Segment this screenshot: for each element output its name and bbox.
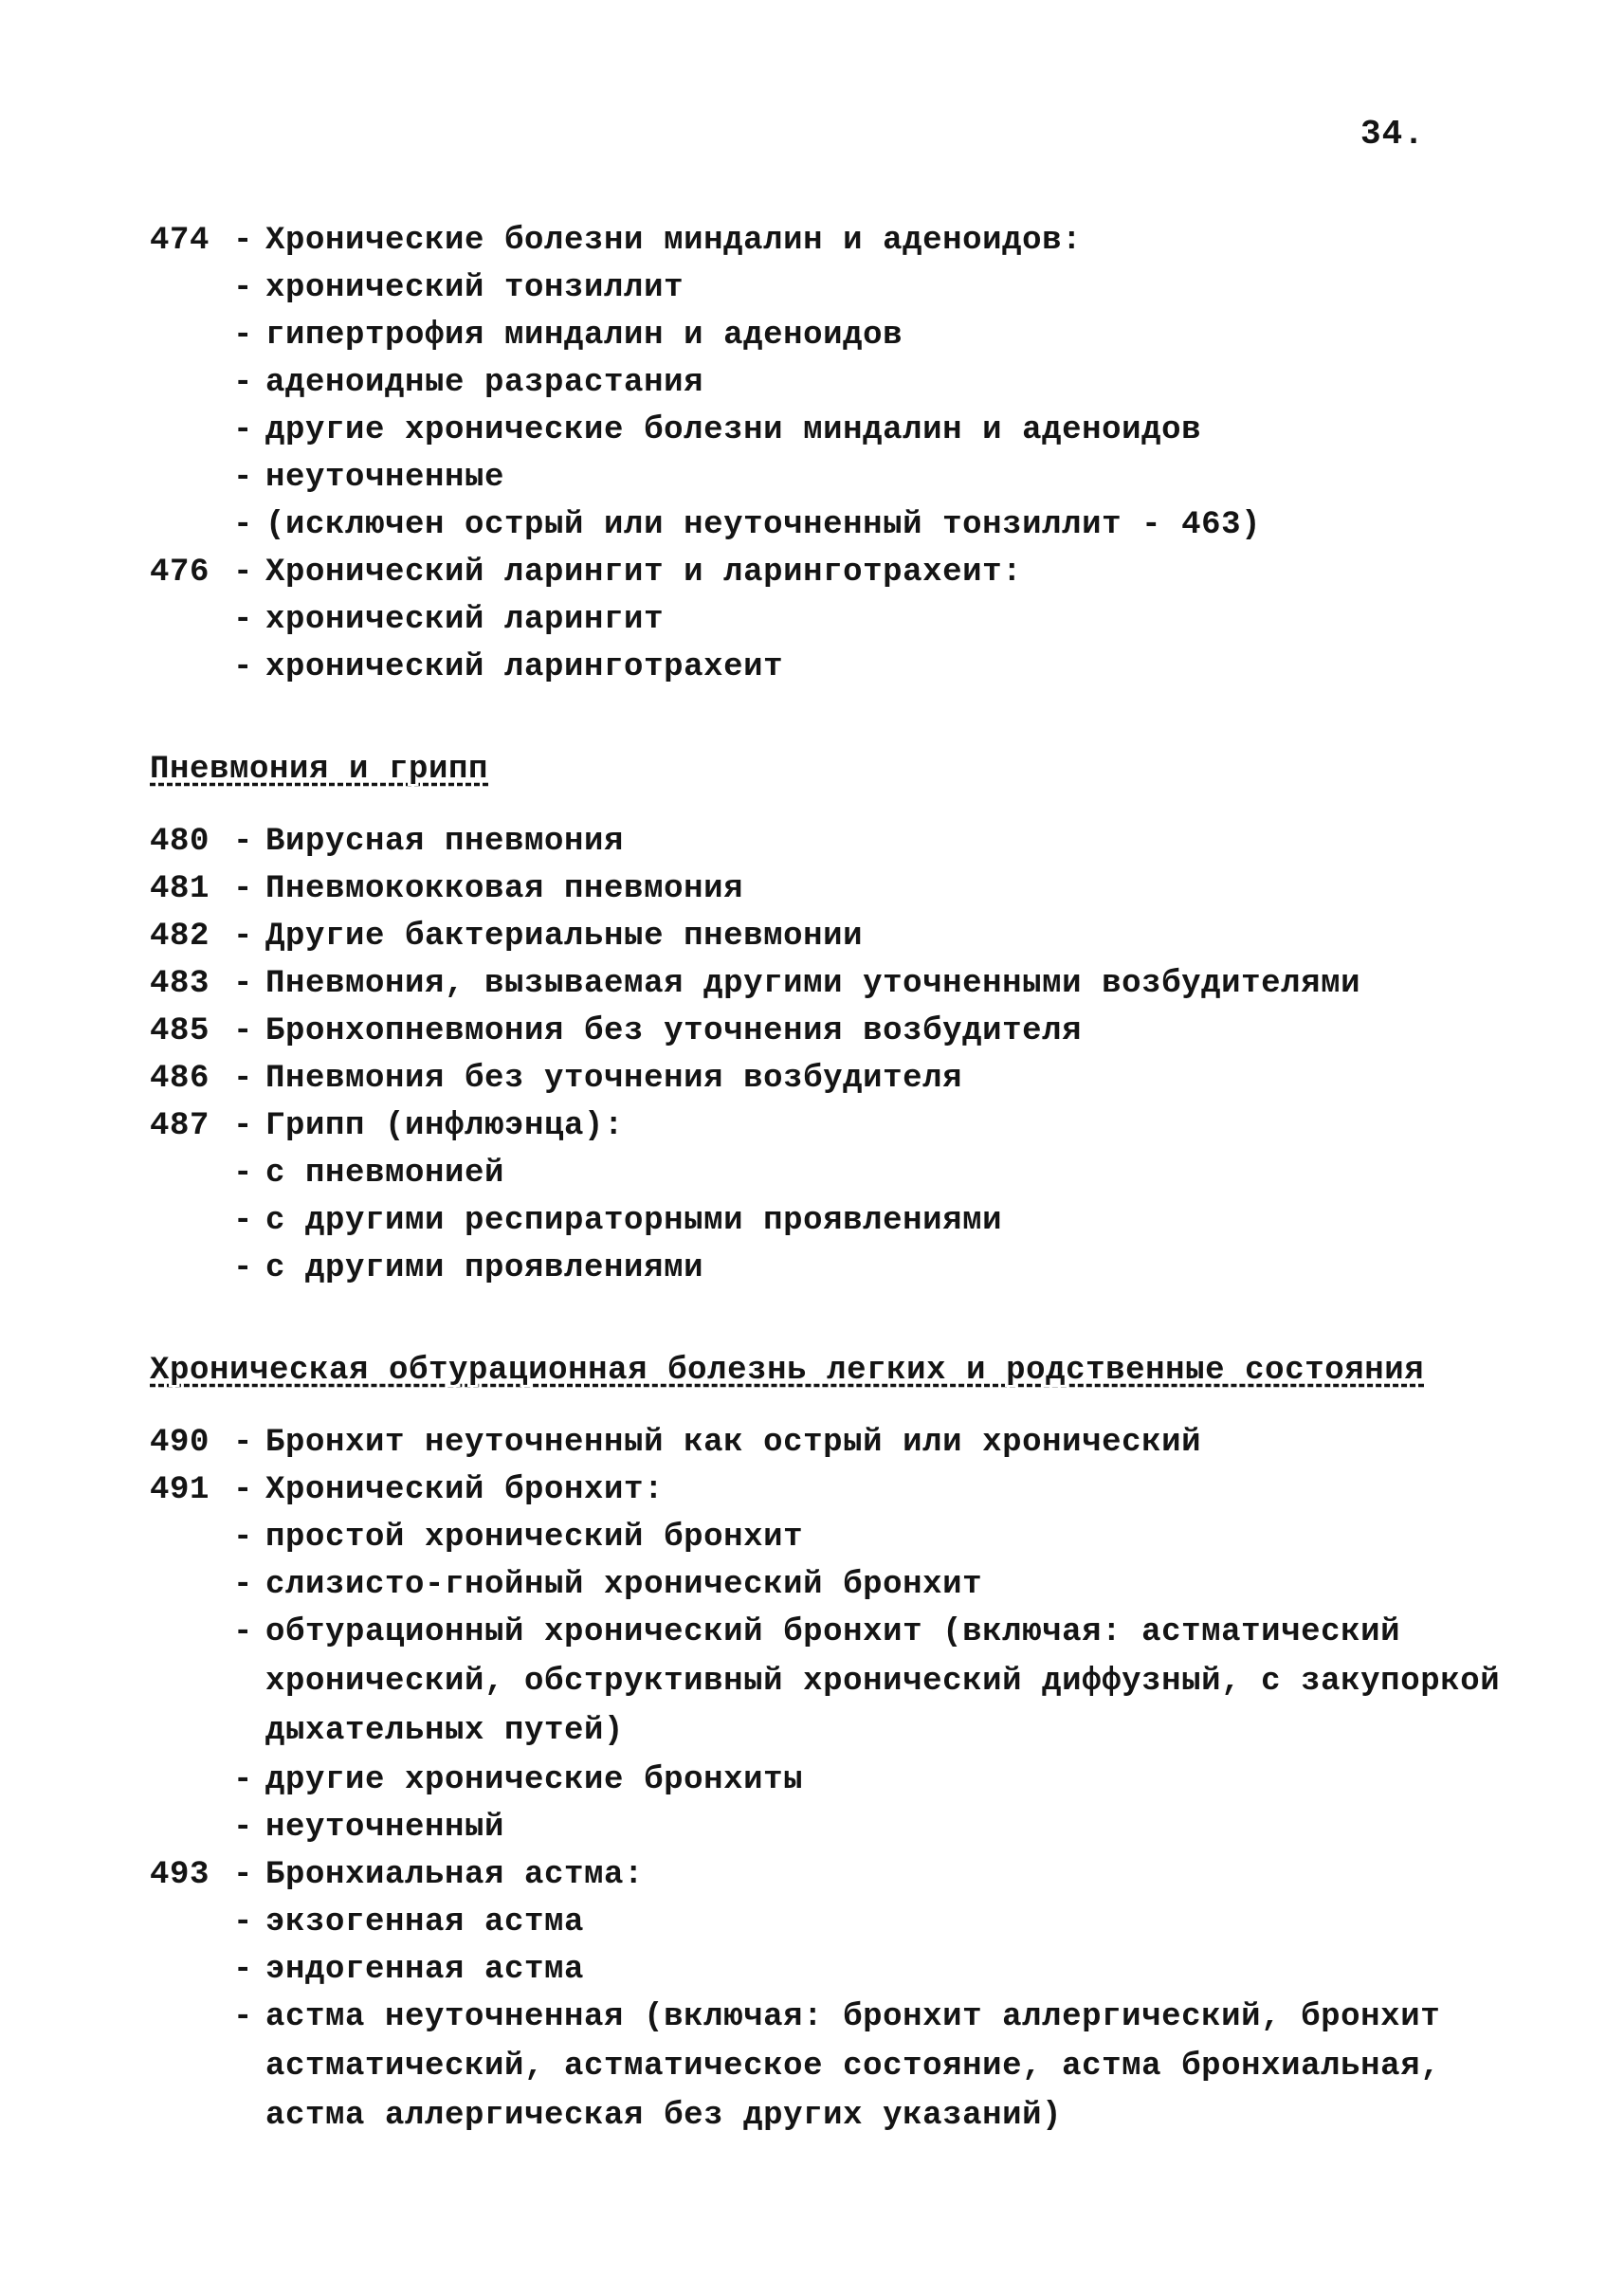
sub-item-text: эндогенная астма [265,1952,585,1988]
entry-486: 486 - Пневмония без уточнения возбудителя [150,1058,962,1100]
entry-code: 482 [150,919,210,955]
entry-code: 486 [150,1061,210,1097]
sub-item-text: хронический ларинготрахеит [265,649,784,685]
entry-code: 474 [150,223,210,259]
sub-item: - другие хронические болезни миндалин и аденоидов [233,412,1202,448]
entry-text: Пневмококковая пневмония [265,871,744,907]
section-heading-pneumonia: Пневмония и грипп [150,752,489,788]
sub-item: - гипертрофия миндалин и аденоидов [233,318,903,354]
entry-code: 493 [150,1857,210,1893]
entry-491: 491 - Хронический бронхит: [150,1469,664,1511]
page-number: 34. [1360,115,1425,154]
entry-474: 474 - Хронические болезни миндалин и аденоидов: [150,220,1082,262]
sub-item-continuation: астматический, астматическое состояние, астма бронхиальная, [265,2049,1441,2085]
sub-item: - обтурационный хронический бронхит (включая: астматический [233,1614,1401,1650]
entry-482: 482 - Другие бактериальные пневмонии [150,916,863,957]
sub-item-text: аденоидные разрастания [265,365,704,401]
sub-item-text: другие хронические болезни миндалин и аденоидов [265,412,1202,448]
entry-485: 485 - Бронхопневмония без уточнения возбудителя [150,1011,1082,1052]
sub-item: - слизисто-гнойный хронический бронхит [233,1567,983,1603]
sub-item-text: хронический тонзиллит [265,270,684,306]
sub-item-text: с пневмонией [265,1156,505,1192]
entry-text: Бронхиальная астма: [265,1857,645,1893]
sub-item-continuation: дыхательных путей) [265,1713,625,1749]
sub-item-text: другие хронические бронхиты [265,1762,804,1798]
entry-text: Хронический бронхит: [265,1472,665,1508]
sub-item: - (исключен острый или неуточненный тонзиллит - 463) [233,507,1262,543]
entry-code: 476 [150,555,210,591]
sub-item: - с другими респираторными проявлениями [233,1203,1003,1239]
entry-483: 483 - Пневмония, вызываемая другими уточненными возбудителями [150,963,1360,1005]
sub-item-text: неуточненный [265,1810,505,1846]
sub-item: - другие хронические бронхиты [233,1762,804,1798]
entry-code: 485 [150,1013,210,1049]
entry-code: 483 [150,966,210,1002]
entry-code: 490 [150,1425,210,1461]
entry-code: 491 [150,1472,210,1508]
entry-493: 493 - Бронхиальная астма: [150,1854,644,1896]
sub-item: - аденоидные разрастания [233,365,704,401]
sub-item: - астма неуточненная (включая: бронхит аллергический, бронхит [233,1999,1441,2035]
sub-item-text: (исключен острый или неуточненный тонзиллит - 463) [265,507,1262,543]
entry-text: Пневмония, вызываемая другими уточненными возбудителями [265,966,1361,1002]
sub-item: - хронический ларинготрахеит [233,649,784,685]
entry-476: 476 - Хронический ларингит и ларинготрахеит: [150,552,1022,593]
sub-item-continuation: астма аллергическая без других указаний) [265,2098,1063,2134]
sub-item: - хронический тонзиллит [233,270,684,306]
entry-code: 481 [150,871,210,907]
sub-item-text: обтурационный хронический бронхит (включая: астматический [265,1614,1401,1650]
entry-text: Другие бактериальные пневмонии [265,919,864,955]
sub-item-text: с другими проявлениями [265,1250,704,1286]
entry-text: Хронический ларингит и ларинготрахеит: [265,555,1023,591]
entry-text: Грипп (инфлюэнца): [265,1108,625,1144]
sub-item: - хронический ларингит [233,602,665,638]
entry-487: 487 - Грипп (инфлюэнца): [150,1105,624,1147]
entry-490: 490 - Бронхит неуточненный как острый или хронический [150,1422,1201,1464]
sub-item-text: астма неуточненная (включая: бронхит аллергический, бронхит [265,1999,1441,2035]
sub-item-text: неуточненные [265,460,505,496]
sub-item: - эндогенная астма [233,1952,585,1988]
sub-item-text: гипертрофия миндалин и аденоидов [265,318,903,354]
section-heading-copd: Хроническая обтурационная болезнь легких и родственные состояния [150,1353,1425,1389]
sub-item: - экзогенная астма [233,1904,585,1940]
entry-text: Бронхопневмония без уточнения возбудителя [265,1013,1083,1049]
entry-480: 480 - Вирусная пневмония [150,821,624,863]
sub-item-text: слизисто-гнойный хронический бронхит [265,1567,983,1603]
sub-item-continuation: хронический, обструктивный хронический диффузный, с закупоркой [265,1664,1501,1700]
entry-text: Вирусная пневмония [265,824,625,860]
sub-item: - с пневмонией [233,1156,505,1192]
sub-item-text: простой хронический бронхит [265,1520,804,1556]
entry-text: Хронические болезни миндалин и аденоидов: [265,223,1083,259]
sub-item: - неуточненный [233,1810,505,1846]
sub-item: - неуточненные [233,460,505,496]
entry-text: Пневмония без уточнения возбудителя [265,1061,963,1097]
sub-item-text: хронический ларингит [265,602,665,638]
sub-item: - простой хронический бронхит [233,1520,804,1556]
entry-code: 480 [150,824,210,860]
sub-item-text: с другими респираторными проявлениями [265,1203,1003,1239]
entry-code: 487 [150,1108,210,1144]
sub-item: - с другими проявлениями [233,1250,704,1286]
entry-text: Бронхит неуточненный как острый или хронический [265,1425,1202,1461]
entry-481: 481 - Пневмококковая пневмония [150,868,743,910]
sub-item-text: экзогенная астма [265,1904,585,1940]
